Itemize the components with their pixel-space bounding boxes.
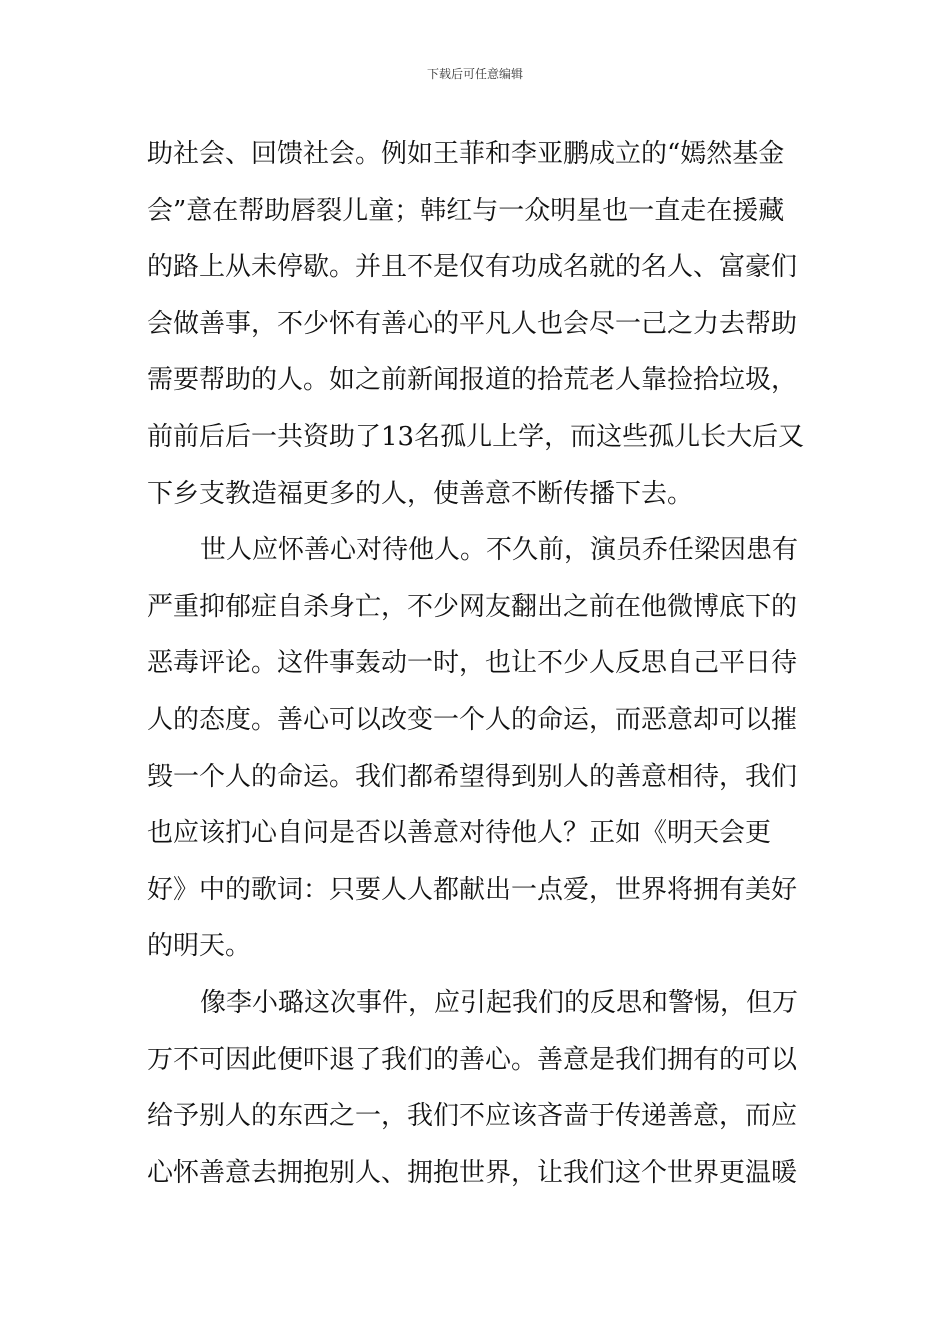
text-line: 万不可因此便吓退了我们的善心。善意是我们拥有的可以	[147, 1044, 798, 1075]
text-line: 会”意在帮助唇裂儿童；韩红与一众明星也一直走在援藏	[147, 195, 785, 226]
text-line: 给予别人的东西之一，我们不应该吝啬于传递善意，而应	[147, 1101, 798, 1132]
text-line: 的路上从未停歇。并且不是仅有功成名就的名人、富豪们	[147, 252, 798, 283]
document-body	[147, 126, 817, 1201]
text-line: 前前后后一共资助了13名孤儿上学，而这些孤儿长大后又	[147, 421, 805, 452]
text-line: 恶毒评论。这件事轰动一时，也让不少人反思自己平日待	[147, 648, 798, 679]
paragraph-3	[147, 975, 817, 1201]
text-line: 世人应怀善心对待他人。不久前，演员乔任梁因患有	[200, 535, 799, 566]
text-line: 人的态度。善心可以改变一个人的命运，而恶意却可以摧	[147, 704, 798, 735]
text-line: 下乡支教造福更多的人，使善意不断传播下去。	[147, 478, 694, 509]
text-line: 严重抑郁症自杀身亡，不少网友翻出之前在他微博底下的	[147, 591, 798, 622]
paragraph-1	[147, 126, 817, 522]
text-line: 需要帮助的人。如之前新闻报道的拾荒老人靠捡拾垃圾，	[147, 365, 798, 396]
text-line: 心怀善意去拥抱别人、拥抱世界，让我们这个世界更温暖	[147, 1157, 798, 1188]
text-line: 像李小璐这次事件，应引起我们的反思和警惕，但万	[200, 987, 799, 1018]
text-line: 会做善事，不少怀有善心的平凡人也会尽一己之力去帮助	[147, 308, 798, 339]
text-line: 毁一个人的命运。我们都希望得到别人的善意相待，我们	[147, 761, 798, 792]
text-line: 好》中的歌词：只要人人都献出一点爱，世界将拥有美好	[147, 874, 798, 905]
text-line: 的明天。	[147, 931, 252, 962]
paragraph-2	[147, 522, 817, 975]
text-line: 助社会、回馈社会。例如王菲和李亚鹏成立的“嫣然基金	[147, 139, 785, 169]
text-line: 也应该扪心自问是否以善意对待他人？正如《明天会更	[147, 818, 772, 849]
page-header: 下载后可任意编辑	[426, 67, 523, 81]
